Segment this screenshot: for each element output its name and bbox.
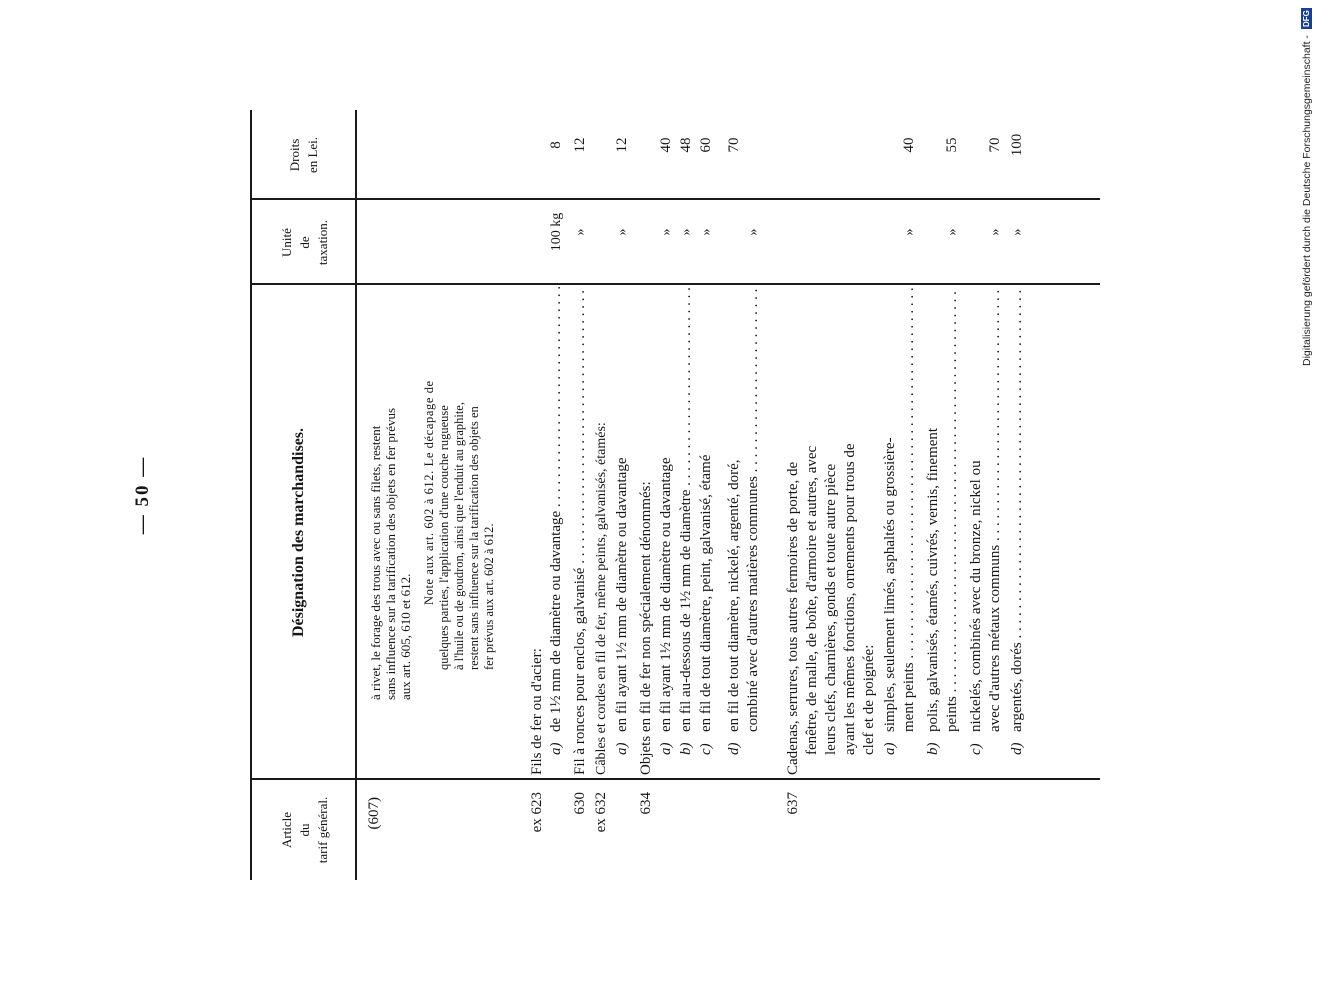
unit-value: »: [988, 228, 1003, 236]
duty-value: 70: [987, 137, 1003, 153]
duty-value: 40: [658, 137, 674, 153]
duty-value: 70: [726, 137, 742, 153]
item-text: ment peints . . .: [900, 287, 919, 732]
note-line: fer prévus aux art. 602 à 612.: [482, 523, 496, 670]
item-text: en fil ayant 1½ mm de diamètre ou davantage: [658, 457, 674, 732]
item-text: de 1½ mm de diamètre ou davantage . . .: [547, 287, 566, 732]
item-text: en fil de tout diamètre, nickelé, argenté, doré,: [726, 459, 742, 732]
top-rule: [250, 110, 252, 880]
digitization-stamp: [1301, 8, 1321, 393]
note-line: Note aux art. 602 à 612. Le décapage de: [422, 380, 436, 605]
description-line: sans influence sur la tarification des objets en fer prévus: [383, 407, 398, 700]
article-number: (607): [366, 797, 382, 830]
note-line: restent sans influence sur la tarification des objets en: [467, 406, 481, 670]
item-text: avec d'autres métaux communs . . .: [986, 287, 1005, 732]
unit-value: 100 kg: [549, 212, 564, 252]
item-letter: a): [658, 742, 674, 755]
stamp-text: Digitalisierung gefördert durch die Deutsche Forschungsgemeinschaft -: [1301, 34, 1313, 366]
item-letter: d): [1009, 742, 1025, 755]
duty-value: 60: [698, 137, 714, 153]
description-line: à rivet, le forage des trous avec ou sans filets, restent: [368, 425, 383, 700]
row-title: Cadenas, serrures, tous autres fermoires de porte, de: [785, 461, 801, 775]
item-text: en fil ayant 1½ mm de diamètre ou davantage: [614, 457, 630, 732]
item-text: polis, galvanisés, étamés, cuivrés, vernis, finement: [925, 427, 941, 732]
dfg-logo: DFG: [1302, 10, 1311, 27]
unit-value: »: [1010, 228, 1025, 236]
row-title: leurs clefs, charnières, gonds et toute autre pièce: [823, 463, 839, 755]
row-title: Fils de fer ou d'acier:: [529, 648, 545, 775]
item-letter: d): [726, 742, 742, 755]
unit-value: »: [902, 228, 917, 236]
duty-value: 100: [1009, 133, 1025, 157]
unit-value: »: [699, 228, 714, 236]
item-letter: b): [678, 742, 694, 755]
item-letter: c): [698, 743, 714, 755]
article-number: 637: [785, 792, 801, 815]
article-number: ex 623: [529, 792, 545, 833]
duty-value: 48: [678, 137, 694, 153]
item-text: combiné avec d'autres matières communes . . .: [744, 287, 763, 732]
row-title: Câbles et cordes en fil de fer, même peints, galvanisés, étamés:: [594, 422, 609, 775]
note-line: à l'huile ou de goudron, ainsi que l'enduit au graphite,: [452, 402, 466, 670]
article-number: ex 632: [593, 792, 609, 833]
row-title: ayant les mêmes fonctions, ornements pour trous de: [842, 443, 858, 755]
row-title: Objets en fil de fer non spécialement dénommés:: [638, 481, 654, 775]
unit-value: »: [573, 228, 588, 236]
item-text: en fil de tout diamètre, peint, galvanisé, étamé: [698, 454, 714, 732]
header-designation: Désignation des marchandises.: [290, 427, 307, 638]
header-rule: [355, 110, 357, 880]
column-divider: [250, 283, 1100, 285]
header-article: Article du tarif général.: [279, 796, 330, 864]
duty-value: 40: [901, 137, 917, 153]
duty-value: 12: [614, 137, 630, 153]
item-text: argentés, dorés . . .: [1008, 287, 1027, 732]
item-letter: b): [925, 742, 941, 755]
item-letter: a): [614, 742, 630, 755]
unit-value: »: [945, 228, 960, 236]
item-letter: a): [882, 742, 898, 755]
item-letter: a): [548, 742, 564, 755]
item-text: Fil à ronces pour enclos, galvanisé . . .: [571, 287, 590, 775]
article-number: 630: [572, 792, 588, 815]
item-text: simples, seulement limés, asphaltés ou grossière-: [882, 437, 898, 732]
page-number: — 50 —: [132, 455, 153, 535]
unit-value: »: [679, 228, 694, 236]
unit-value: »: [615, 228, 630, 236]
item-text: peints . . .: [943, 287, 962, 732]
header-unit: Unité de taxation.: [279, 219, 330, 266]
note-line: quelques parties, l'application d'une couche rugueuse: [437, 405, 451, 670]
unit-value: »: [659, 228, 674, 236]
row-title: clef et de poignée:: [861, 644, 877, 755]
duty-value: 8: [548, 141, 564, 149]
header-duty: Droits en Lei.: [287, 136, 320, 174]
duty-value: 12: [572, 137, 588, 153]
item-letter: c): [968, 743, 984, 755]
row-title: fenêtre, de malle, de boîte, d'armoire et autres, avec: [804, 445, 820, 755]
article-number: 634: [638, 792, 654, 815]
item-text: en fil au-dessous de 1½ mm de diamètre . . .: [677, 287, 696, 732]
duty-value: 55: [944, 137, 960, 153]
unit-value: »: [746, 228, 761, 236]
column-divider: [250, 778, 1100, 780]
description-line: aux art. 605, 610 et 612.: [398, 573, 413, 700]
item-text: nickelés, combinés avec du bronze, nickel ou: [968, 460, 984, 732]
rotated-page: [132, 110, 1100, 880]
